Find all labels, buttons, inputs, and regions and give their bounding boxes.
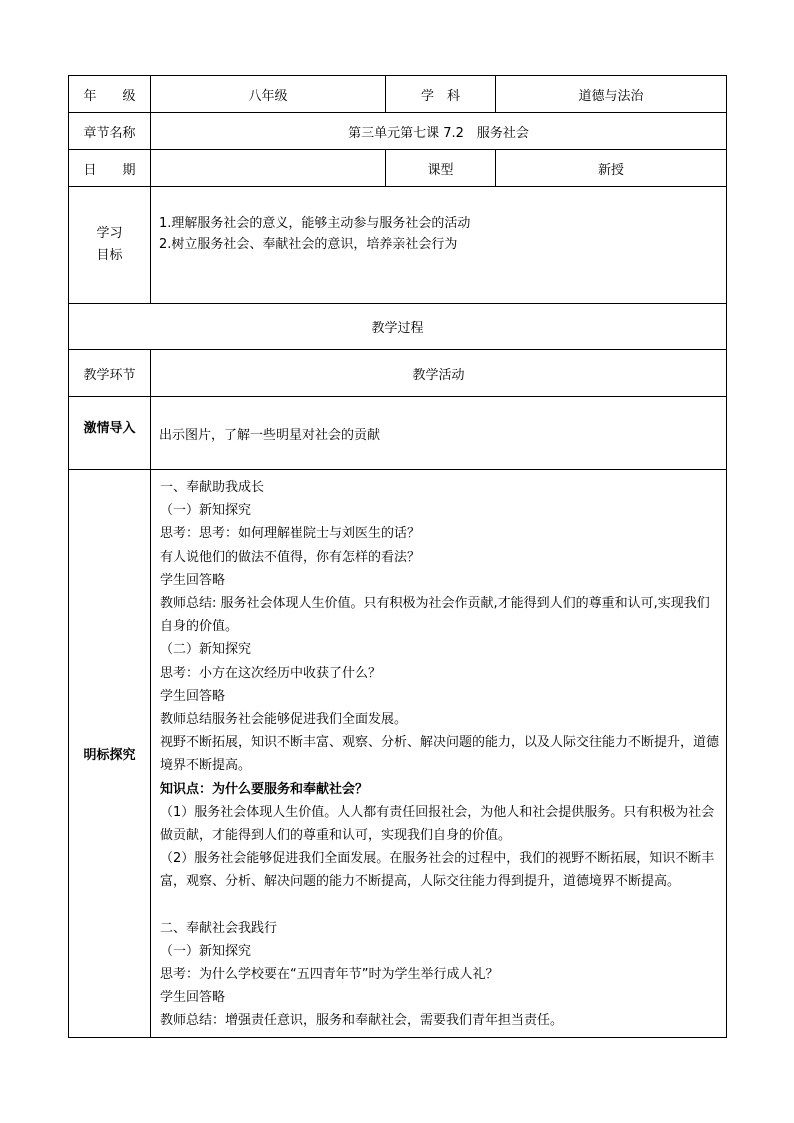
objectives-content (151, 187, 727, 304)
explore-activity (151, 470, 727, 1038)
objectives-label-line1: 学习 (96, 226, 123, 241)
activity-paragraph: 一、奉献助我成长 (160, 480, 265, 495)
grade-row (69, 76, 727, 113)
activity-paragraph: 思考：思考：如何理解崔院士与刘医生的话？ (160, 526, 421, 542)
activity-column-header: 教学活动 (151, 350, 727, 397)
grade-label: 年 级 (69, 76, 151, 113)
intro-row (69, 397, 727, 470)
intro-stage: 激情导入 (69, 397, 151, 470)
activity-paragraph: 教师总结: 服务社会体现人生价值。只有积极为社会作贡献,才能得到人们的尊重和认可,实现我们自身的价值。 (160, 596, 710, 635)
subject-value: 道德与法治 (496, 76, 727, 113)
objectives-row (69, 187, 727, 304)
objective-item: 2.树立服务社会、奉献社会的意识，培养亲社会行为 (159, 237, 458, 252)
activity-paragraph: 视野不断拓展，知识不断丰富、观察、分析、解决问题的能力，以及人际交往能力不断提升，道德境界不断提高。 (160, 735, 720, 774)
activity-paragraph: 学生回答略 (160, 572, 226, 588)
type-value: 新授 (496, 150, 727, 187)
chapter-row (69, 113, 727, 150)
grade-value: 八年级 (151, 76, 386, 113)
type-label: 课型 (386, 150, 496, 187)
activity-paragraph: （一）新知探究 (160, 943, 252, 959)
activity-paragraph: 教师总结服务社会能够促进我们全面发展。 (160, 712, 408, 728)
activity-paragraph: 二、奉献社会我践行 (160, 920, 278, 936)
process-title-row (69, 304, 727, 350)
lesson-plan-table (68, 75, 727, 1038)
explore-stage: 明标探究 (69, 470, 151, 1038)
activity-paragraph: 思考：小方在这次经历中收获了什么？ (160, 665, 382, 681)
activity-paragraph: （一）新知探究 (160, 503, 252, 519)
knowledge-point-heading: 知识点：为什么要服务和奉献社会？ (160, 781, 369, 797)
subject-label: 学 科 (386, 76, 496, 113)
explore-row (69, 470, 727, 1038)
objectives-label (69, 187, 151, 304)
objective-item: 1.理解服务社会的意义，能够主动参与服务社会的活动 (159, 216, 471, 231)
activity-paragraph: 学生回答略 (160, 688, 226, 704)
process-header-row (69, 350, 727, 397)
process-title: 教学过程 (69, 304, 727, 350)
paragraph-spacer (160, 894, 720, 917)
activity-paragraph: 有人说他们的做法不值得，你有怎样的看法？ (160, 549, 421, 565)
chapter-label: 章节名称 (69, 113, 151, 150)
activity-paragraph: （2）服务社会能够促进我们全面发展。在服务社会的过程中，我们的视野不断拓展，知识不断丰富，观察、分析、解决问题的能力不断提高，人际交往能力得到提升，道德境界不断提高。 (160, 851, 715, 890)
date-value (151, 150, 386, 187)
activity-paragraph: 教师总结：增强责任意识，服务和奉献社会，需要我们青年担当责任。 (160, 1013, 564, 1029)
date-label: 日 期 (69, 150, 151, 187)
objectives-label-line2: 目标 (96, 248, 123, 263)
activity-paragraph: （1）服务社会体现人生价值。人人都有责任回报社会，为他人和社会提供服务。只有积极为社会做贡献，才能得到人们的尊重和认可，实现我们自身的价值。 (160, 804, 715, 844)
chapter-value: 第三单元第七课 7.2 服务社会 (151, 113, 727, 150)
intro-activity: 出示图片，了解一些明星对社会的贡献 (151, 397, 727, 470)
stage-column-header: 教学环节 (69, 350, 151, 397)
activity-paragraph: 思考：为什么学校要在“五四青年节”时为学生举行成人礼？ (160, 967, 499, 983)
activity-paragraph: （二）新知探究 (160, 642, 252, 658)
activity-paragraph: 学生回答略 (160, 990, 226, 1006)
date-row (69, 150, 727, 187)
